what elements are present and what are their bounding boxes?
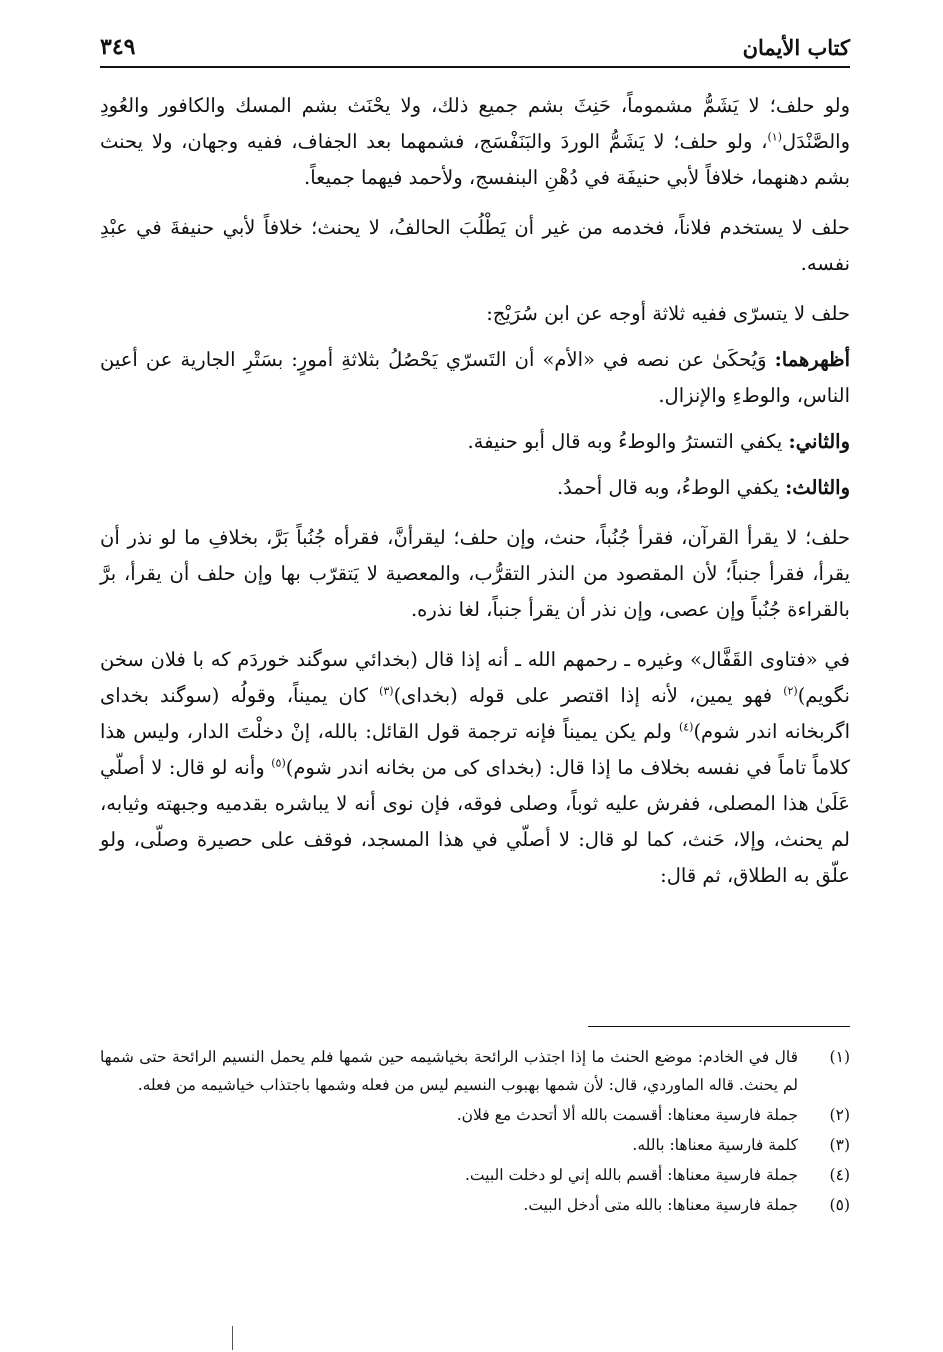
page-header <box>100 30 850 68</box>
footnote-number: (١) <box>829 1048 850 1066</box>
paragraph-text: فهو يمين، لأنه إذا اقتصر على قوله (بخداى) <box>393 684 784 707</box>
footnote-text: جملة فارسية معناها: بالله متى أدخل البيت. <box>523 1196 798 1214</box>
footnote-ref-3: (٣) <box>379 684 394 698</box>
footnote-number: (٥) <box>829 1196 850 1214</box>
paragraph-third-view <box>100 470 850 506</box>
footnote-number: (٣) <box>829 1136 850 1154</box>
paragraph-text: ، ولو حلف؛ لا يَشَمُّ الوردَ والبَنَفْسَج، فشمهما بعد الجفاف، ففيه وجهان، ولا يحنث بشم دهنهما، خلافاً لأبي حنيفَة في دُهْنِ البنفسج، ولأحمد فيهما جميعاً. <box>100 130 850 189</box>
footnote-text: كلمة فارسية معناها: بالله. <box>632 1136 798 1154</box>
footnote <box>100 1131 850 1159</box>
paragraph-text: يكفي التسترُ والوطءُ وبه قال أبو حنيفة. <box>467 430 789 453</box>
footnote-ref-2: (٢) <box>783 684 798 698</box>
paragraph-text: ولم يكن يميناً فإنه ترجمة قول القائل: بالله، إنْ دخلْتَ الدار، وليس هذا كلاماً تاماً في نفسه بخلاف ما إذا قال: (بخداى كى من بخانه اندر شوم) <box>100 720 851 779</box>
paragraph-qaffal-fatwas <box>100 642 850 894</box>
running-title: كتاب الأيمان <box>742 35 850 60</box>
footnote <box>100 1191 850 1219</box>
paragraph-text: كان يميناً، وقولُه (سوگند بخداى اگربخانه اندر شوم) <box>100 684 850 743</box>
paragraph-text: يكفي الوطءُ، وبه قال أحمدُ. <box>556 476 786 499</box>
scan-margin-mark <box>232 1326 233 1350</box>
paragraph-quran-oath: حلف؛ لا يقرأ القرآن، فقرأ جُنُباً، حنث، وإن حلف؛ ليقرأنَّ، فقرأه جُنُباً بَرَّ، بخلافِ ما لو نذر أن يقرأ، فقرأ جنباً؛ لأن المقصود من النذر التقرُّب، والمعصية لا يَتقرّب بها وإن حلف أن يقرأ، برَّ بالقراءة جُنُباً وإن عصى، وإن نذر أن يقرأ جنباً، لغا نذره. <box>100 526 850 621</box>
footnote <box>100 1101 850 1129</box>
paragraph-first-view <box>100 342 850 414</box>
paragraph-smell-oath <box>100 88 850 196</box>
view-label-1: أظهرهما: <box>774 348 850 371</box>
paragraph-text: وأنه لو قال: لا أصلّي عَلَىٰ هذا المصلى، ففرش عليه ثوباً، وصلى فوقه، فإن نوى أنه لا يباشره بقدميه وجبهته وثيابه، لم يحنث، وإلا، حَنث، كما لو قال: لا أصلّي في هذا المسجد، فوقف على حصيرة وصلّى، ولو علّق به الطلاق، ثم قال: <box>100 756 850 887</box>
footnote-ref-5: (٥) <box>271 756 286 770</box>
page-number: ٣٤٩ <box>100 34 136 60</box>
footnote-number: (٤) <box>829 1166 850 1184</box>
paragraph-service-oath: حلف لا يستخدم فلاناً، فخدمه من غير أن يَطْلُبَ الحالفُ، لا يحنث؛ خلافاً لأبي حنيفةَ في عبْدِ نفسه. <box>100 216 850 275</box>
footnote-divider <box>588 1026 850 1027</box>
footnote <box>100 1043 850 1099</box>
footnote-number: (٢) <box>829 1106 850 1124</box>
footnotes <box>100 1043 850 1221</box>
paragraph-text: ولو حلف؛ لا يَشَمُّ مشموماً، حَنِثَ بشم جميع ذلك، ولا يحْنَث بشم المسك والكافور والعُودِ والصَّنْدَل <box>100 94 850 153</box>
paragraph-concubine-oath: حلف لا يتسرّى ففيه ثلاثة أوجه عن ابن سُرَيْج: <box>486 302 850 325</box>
footnote-text: جملة فارسية معناها: أقسمت بالله ألا أتحدث مع فلان. <box>456 1106 798 1124</box>
view-label-3: والثالث: <box>785 476 850 499</box>
main-text <box>100 88 850 908</box>
footnote-text: قال في الخادم: موضع الحنث ما إذا اجتذب الرائحة بخياشيمه حين شمها فلم يحمل النسيم الرائحة حتى شمها لم يحنث. قاله الماوردي، قال: لأن شمها بهبوب النسيم ليس من فعله وشمها باجتذاب خياشيمه من فعله. <box>100 1048 798 1094</box>
footnote <box>100 1161 850 1189</box>
paragraph-text: في «فتاوى القَفَّال» وغيره ـ رحمهم الله ـ أنه إذا قال (بخدائي سوگند خوردَم كه با فلان سخن نگويم) <box>100 648 850 707</box>
footnote-text: جملة فارسية معناها: أقسم بالله إني لو دخلت البيت. <box>465 1166 798 1184</box>
paragraph-text: وَيُحكَىٰ عن نصه في «الأم» أن التَسرّي يَحْصُلُ بثلاثةِ أمورٍ: بسَتْرِ الجارية عن أعين الناس، والوطءِ والإنزال. <box>100 348 850 407</box>
paragraph-second-view <box>100 424 850 460</box>
footnote-ref-1: (١) <box>767 130 783 144</box>
footnote-ref-4: (٤) <box>678 720 694 734</box>
view-label-2: والثاني: <box>788 430 850 453</box>
